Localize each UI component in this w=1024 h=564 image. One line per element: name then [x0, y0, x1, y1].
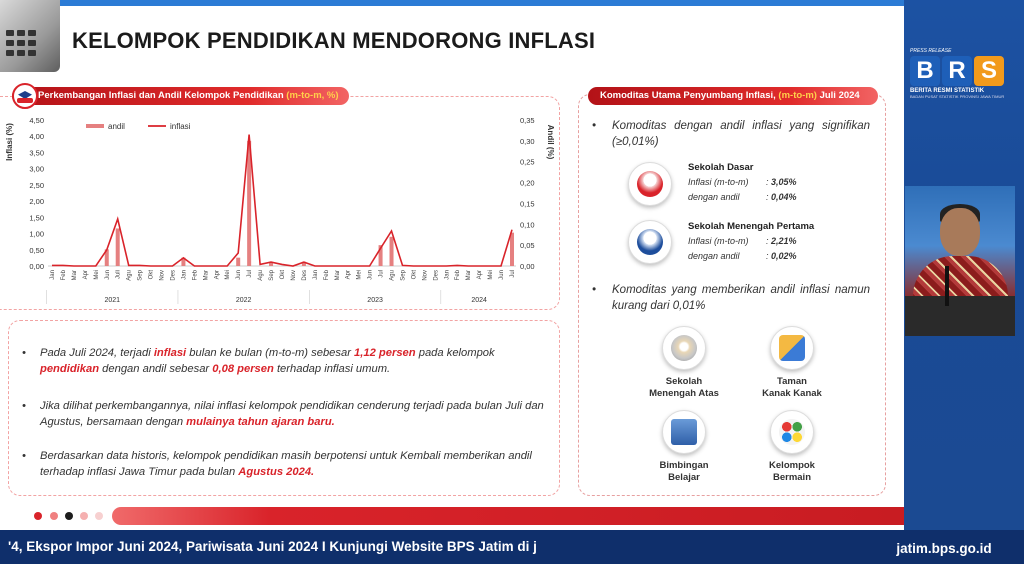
year-label: 2024	[471, 297, 487, 304]
presenter-desk	[905, 296, 1015, 336]
elementary-inflation-value: 3,05%	[771, 177, 797, 187]
y2-tick-label: 0,25	[520, 157, 535, 167]
x-tick-label: Des	[433, 270, 440, 281]
bullet-text-segment: Jika dilihat perkembangannya, nilai inflasi kelompok pendidikan cenderung terjadi pada bulan Juli dan Agustus, bersamaan dengan	[40, 400, 544, 428]
x-tick-label: Jan	[444, 270, 451, 280]
year-label: 2021	[104, 297, 121, 304]
kindergarten-icon	[770, 326, 814, 370]
x-tick-label: Jan	[312, 270, 319, 280]
x-tick-label: Agu	[258, 270, 265, 281]
x-tick-label: Sep	[400, 270, 407, 281]
x-tick-label: Okt	[148, 270, 155, 280]
x-tick-label: Feb	[192, 270, 199, 281]
x-tick-label: Mar	[203, 270, 210, 281]
playgroup-icon	[770, 410, 814, 454]
bullet-text-segment: Pada Juli 2024, terjadi	[40, 347, 154, 359]
x-tick-label: Nov	[290, 270, 297, 281]
x-tick-label: Mar	[466, 270, 473, 281]
x-tick-label: Juli	[115, 270, 122, 280]
inflasi-line	[52, 135, 512, 266]
y2-tick-label: 0,15	[520, 199, 535, 209]
andil-bar	[390, 237, 394, 266]
elementary-school-info: Sekolah Dasar Inflasi (m-to-m) : 3,05% dengan andil : 0,04%	[688, 160, 797, 205]
y-tick-label: 1,50	[29, 213, 44, 223]
junior-high-school-info: Sekolah Menengah Pertama Inflasi (m-to-m) : 2,21% dengan andil : 0,02%	[688, 219, 814, 264]
bullet-text-segment: terhadap inflasi umum.	[273, 363, 391, 375]
presenter-head	[940, 208, 980, 256]
x-tick-label: Apr	[345, 270, 352, 280]
news-ticker-text: '4, Ekspor Impor Juni 2024, Pariwisata Juni 2024 I Kunjungi Website BPS Jatim di j	[8, 539, 537, 554]
y2-tick-label: 0,20	[520, 178, 535, 188]
x-tick-label: Jan	[50, 270, 56, 280]
kindergarten-label: Taman Kanak Kanak	[762, 376, 822, 399]
highlight-text: inflasi	[153, 347, 187, 359]
summary-bullet-2-text	[22, 398, 552, 430]
x-tick-label: Jun	[499, 270, 506, 280]
x-tick-label: Mar	[334, 270, 341, 281]
legend-andil-label: andil	[108, 122, 125, 131]
brs-press-release: PRESS RELEASE	[910, 48, 952, 54]
x-tick-label: Mei	[93, 270, 100, 280]
chart-panel-title	[12, 87, 349, 105]
significant-commodities-text: Komoditas dengan andil inflasi yang signifikan (≥0,01%)	[612, 120, 870, 148]
y-tick-label: 3,50	[29, 148, 44, 158]
junior-inflation-value: 2,21%	[771, 236, 797, 246]
y2-tick-label: 0,35	[520, 116, 535, 125]
x-tick-label: Jul	[510, 270, 516, 278]
junior-andil-value: 0,02%	[771, 251, 797, 261]
commodities-title-prefix: Komoditas Utama Penyumbang Inflasi,	[600, 90, 779, 101]
elementary-school-name: Sekolah Dasar	[688, 162, 754, 173]
legend-inflasi-label: inflasi	[170, 122, 191, 131]
minor-commodities-text: Komoditas yang memberikan andil inflasi namun kurang dari 0,01%	[612, 284, 870, 312]
inflation-chart	[0, 106, 560, 306]
y-tick-label: 0,00	[29, 262, 44, 271]
x-tick-label: Agu	[389, 270, 396, 281]
x-tick-label: Nov	[422, 270, 429, 281]
y2-tick-label: 0,30	[520, 136, 535, 146]
senior-high-school-label: Sekolah Menengah Atas	[649, 376, 719, 399]
y-tick-label: 2,50	[29, 180, 44, 190]
calculator-image	[0, 0, 60, 72]
x-tick-label: Jun	[104, 270, 111, 280]
x-tick-label: Agu	[126, 270, 133, 281]
microphone-icon	[945, 266, 949, 306]
pager-dot-4[interactable]	[80, 512, 88, 520]
bullet-text-segment: bulan ke bulan (m-to-m) sebesar	[186, 347, 355, 359]
presenter-video	[905, 186, 1015, 336]
x-tick-label: Mei	[488, 270, 495, 280]
andil-bar	[116, 228, 120, 266]
slide-bottom-bar	[112, 507, 904, 525]
brs-subtitle: BERITA RESMI STATISTIK	[910, 88, 985, 94]
x-tick-label: Mei	[225, 270, 232, 280]
x-tick-label: Jun	[236, 270, 243, 280]
slide-title: KELOMPOK PENDIDIKAN MENDORONG INFLASI	[72, 28, 596, 53]
pager-dot-1[interactable]	[34, 512, 42, 520]
year-label: 2022	[235, 297, 252, 304]
chart-panel-title-unit: (m-to-m, %)	[286, 90, 339, 101]
x-tick-label: Feb	[60, 270, 67, 281]
elementary-inflation-label: Inflasi (m-to-m)	[688, 177, 749, 187]
elementary-school-icon	[628, 162, 672, 206]
pager-dot-5[interactable]	[95, 512, 103, 520]
summary-bullet-1-text	[22, 345, 552, 377]
highlight-text: 1,12 persen	[354, 347, 416, 359]
y2-axis-label: Andil (%)	[546, 124, 555, 160]
bullet-text-segment: dengan andil sebesar	[99, 363, 213, 375]
summary-bullet-1: • Pada Juli 2024, terjadi inflasi bulan ke bulan (m-to-m) sebesar 1,12 persen pada kelompok pendidikan dengan andil sebesar 0,08 persen terhadap inflasi umum.	[22, 345, 552, 377]
brs-letter-s: S	[974, 56, 1004, 86]
pager-dot-3[interactable]	[65, 512, 73, 520]
x-tick-label: Apr	[82, 270, 89, 280]
x-tick-label: Sep	[269, 270, 276, 281]
y-tick-label: 1,00	[29, 229, 44, 239]
x-tick-label: Jul	[378, 270, 385, 278]
senior-high-school-icon	[662, 326, 706, 370]
bullet-text-segment: pada kelompok	[415, 347, 495, 359]
y-tick-label: 0,50	[29, 245, 44, 255]
tutoring-label: Bimbingan Belajar	[659, 460, 709, 483]
y2-tick-label: 0,05	[520, 241, 535, 251]
x-tick-label: Jun	[367, 270, 374, 280]
x-tick-label: Mar	[71, 270, 78, 281]
highlight-text: mulainya tahun ajaran baru.	[186, 416, 335, 428]
elementary-andil-label: dengan andil	[688, 192, 740, 202]
y-tick-label: 2,00	[29, 197, 44, 207]
x-tick-label: Feb	[455, 270, 462, 281]
x-tick-label: Apr	[477, 270, 484, 280]
x-tick-label: Okt	[280, 270, 286, 280]
andil-bar	[510, 233, 514, 266]
y-tick-label: 4,50	[29, 116, 44, 125]
x-tick-label: Des	[170, 270, 177, 281]
junior-high-school-icon	[628, 220, 672, 264]
y-axis-label: Inflasi (%)	[5, 123, 14, 161]
summary-bullet-3: • Berdasarkan data historis, kelompok pendidikan masih berpotensi untuk Kembali memberikan andil terhadap inflasi Jawa Timur pada bulan Agustus 2024.	[22, 448, 552, 480]
x-tick-label: Des	[301, 270, 308, 281]
brs-logo	[910, 48, 1014, 106]
brs-letter-r: R	[942, 56, 972, 86]
brs-letters	[910, 56, 1014, 86]
x-tick-label: Mei	[356, 270, 363, 280]
x-tick-label: Apr	[214, 270, 221, 280]
y2-tick-label: 0,00	[520, 262, 535, 271]
brs-agency: BADAN PUSAT STATISTIK PROVINSI JAWA TIMUR	[910, 94, 1005, 99]
year-label: 2023	[367, 297, 383, 304]
playgroup-label: Kelompok Bermain	[769, 460, 815, 483]
x-tick-label: Jan	[181, 270, 188, 280]
y-tick-label: 3,00	[29, 164, 44, 174]
highlight-text: 0,08 persen	[212, 363, 274, 375]
summary-bullet-3-text	[22, 448, 552, 480]
significant-commodities-bullet: • Komoditas dengan andil inflasi yang signifikan (≥0,01%)	[592, 120, 870, 148]
junior-andil-label: dengan andil	[688, 251, 740, 261]
y-tick-label: 4,00	[29, 132, 44, 142]
website-url: jatim.bps.go.id	[864, 537, 1024, 561]
junior-inflation-label: Inflasi (m-to-m)	[688, 236, 749, 246]
tutoring-icon	[662, 410, 706, 454]
brs-letter-b: B	[910, 56, 940, 86]
andil-bar	[236, 258, 240, 266]
slide-top-stripe	[60, 0, 904, 6]
x-tick-label: Okt	[411, 270, 418, 280]
x-tick-label: Nov	[159, 270, 166, 281]
highlight-text: Agustus 2024.	[238, 466, 315, 478]
highlight-text: pendidikan	[40, 363, 100, 375]
bullet-text-segment: Berdasarkan data historis, kelompok pendidikan masih berpotensi untuk Kembali memberikan andil terhadap inflasi Jawa Timur pada bulan	[40, 450, 532, 478]
minor-commodities-bullet: • Komoditas yang memberikan andil inflasi namun kurang dari 0,01%	[592, 284, 870, 312]
y2-tick-label: 0,10	[520, 220, 535, 230]
junior-high-school-name: Sekolah Menengah Pertama	[688, 221, 815, 232]
commodities-title-unit: (m-to-m)	[778, 90, 817, 101]
elementary-andil-value: 0,04%	[771, 192, 797, 202]
commodities-panel-title	[588, 87, 878, 105]
commodities-title-suffix: Juli 2024	[816, 90, 860, 101]
x-tick-label: Feb	[323, 270, 330, 281]
chart-panel-title-text: Perkembangan Inflasi dan Andil Kelompok Pendidikan	[38, 90, 284, 101]
summary-bullet-2: • Jika dilihat perkembangannya, nilai inflasi kelompok pendidikan cenderung terjadi pada bulan Juli dan Agustus, bersamaan dengan mulainya tahun ajaran baru.	[22, 398, 552, 430]
x-tick-label: Sep	[137, 270, 144, 281]
pager-dot-2[interactable]	[50, 512, 58, 520]
x-tick-label: Jul	[247, 270, 254, 278]
